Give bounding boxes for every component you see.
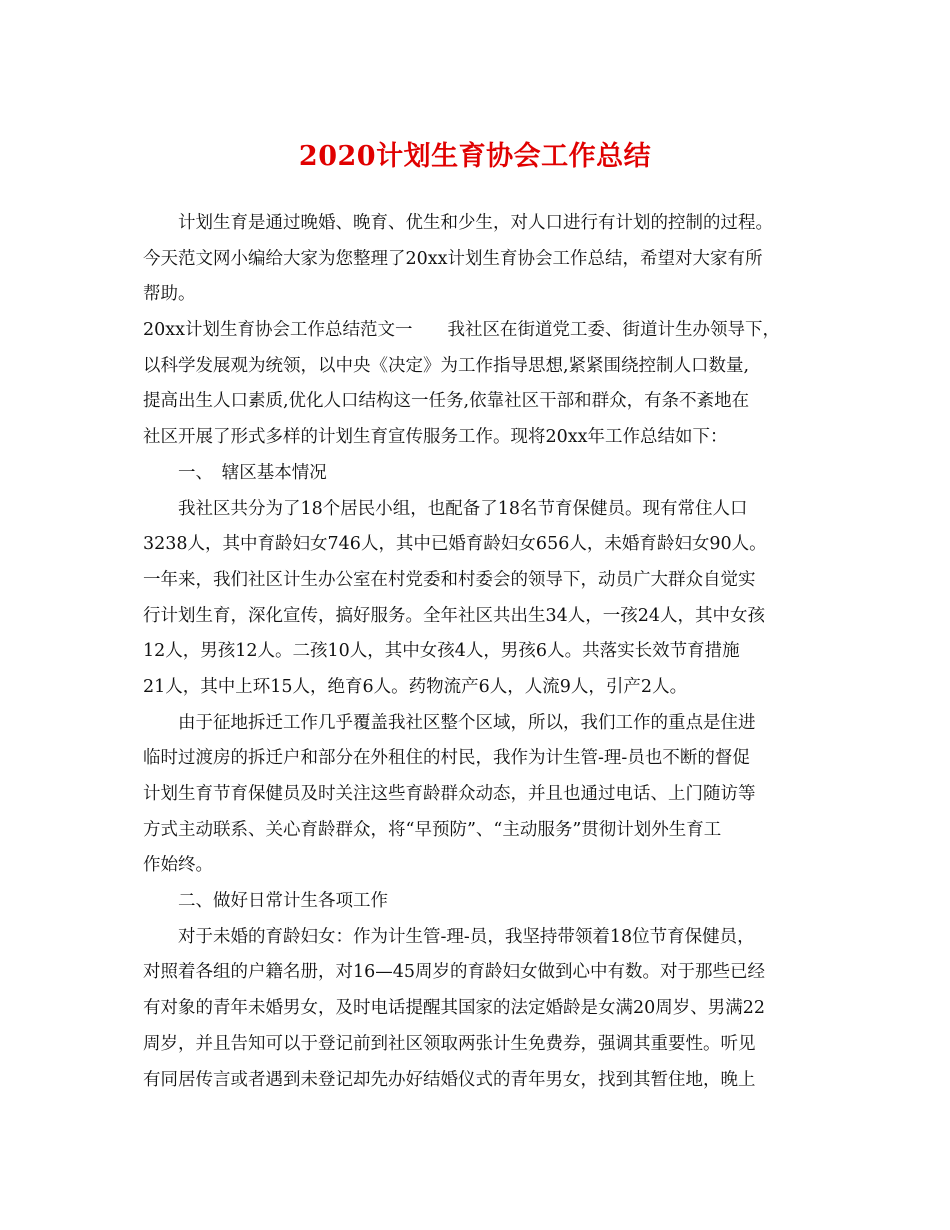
body-line: 方式主动联系、关心育龄群众，将“早预防”、“主动服务”贯彻计划外生育工: [143, 819, 722, 840]
body-line: 有对象的青年未婚男女，及时电话提醒其国家的法定婚龄是女满20周岁、男满22: [143, 998, 766, 1019]
body-line: 我社区共分为了18个居民小组，也配备了18名节育保健员。现有常住人口: [178, 498, 748, 519]
document-body: [143, 206, 811, 1098]
body-line: 由于征地拆迁工作几乎覆盖我社区整个区域，所以，我们工作的重点是住进: [178, 712, 756, 733]
body-line: 行计划生育，深化宣传，搞好服务。全年社区共出生34人，一孩24人，其中女孩: [143, 605, 766, 626]
body-line: 计划生育是通过晚婚、晚育、优生和少生，对人口进行有计划的控制的过程。: [178, 213, 773, 233]
body-line: 对照着各组的户籍名册，对16—45周岁的育龄妇女做到心中有数。对于那些已经: [143, 962, 766, 983]
body-line: 临时过渡房的拆迁户和部分在外租住的村民，我作为计生管-理-员也不断的督促: [143, 748, 750, 769]
body-line: 一、 辖区基本情况: [178, 462, 327, 483]
body-line: 周岁，并且告知可以于登记前到社区领取两张计生免费券，强调其重要性。听见: [143, 1033, 756, 1054]
body-line: 今天范文网小编给大家为您整理了20xx计划生育协会工作总结，希望对大家有所: [143, 248, 763, 269]
body-line: 作始终。: [143, 855, 213, 876]
body-line: 二、做好日常计生各项工作: [178, 891, 388, 912]
body-line: 12人，男孩12人。二孩10人，其中女孩4人，男孩6人。共落实长效节育措施: [143, 641, 740, 662]
body-line: 21人，其中上环15人，绝育6人。药物流产6人，人流9人，引产2人。: [143, 676, 688, 697]
body-line: 以科学发展观为统领，以中央《决定》为工作指导思想,紧紧围绕控制人口数量,: [143, 355, 750, 376]
body-line: 提高出生人口素质,优化人口结构这一任务,依靠社区干部和群众，有条不紊地在: [143, 391, 750, 412]
body-line: 20xx计划生育协会工作总结范文一 我社区在街道党工委、街道计生办领导下，: [143, 320, 781, 341]
body-line: 对于未婚的育龄妇女：作为计生管-理-员，我坚持带领着18位节育保健员，: [178, 926, 755, 947]
body-line: 3238人，其中育龄妇女746人，其中已婚育龄妇女656人，未婚育龄妇女90人。: [143, 534, 767, 555]
document-title: 2020计划生育协会工作总结: [298, 141, 652, 172]
body-line: 社区开展了形式多样的计划生育宣传服务工作。现将20xx年工作总结如下：: [143, 427, 728, 448]
body-line: 有同居传言或者遇到未登记却先办好结婚仪式的青年男女，找到其暂住地，晚上: [143, 1069, 756, 1090]
body-line: 计划生育节育保健员及时关注这些育龄群众动态，并且也通过电话、上门随访等: [143, 784, 756, 804]
body-line: 一年来，我们社区计生办公室在村党委和村委会的领导下，动员广大群众自觉实: [143, 569, 756, 590]
body-line: 帮助。: [143, 284, 196, 305]
